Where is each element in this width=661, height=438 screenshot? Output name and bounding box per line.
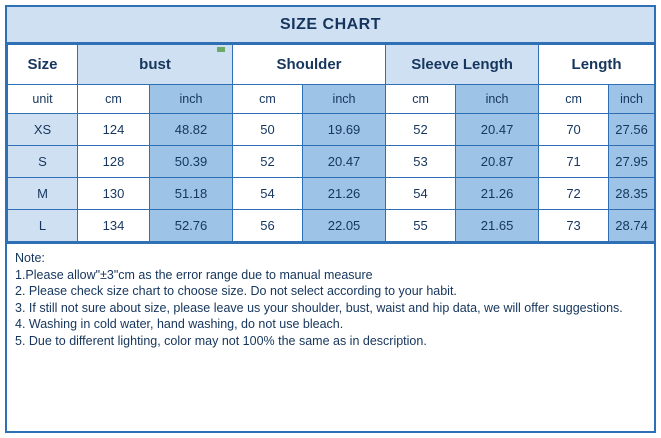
note-line: 1.Please allow"±3"cm as the error range due to manual measure xyxy=(15,267,373,282)
note-line: 5. Due to different lighting, color may not 100% the same as in description. xyxy=(15,333,427,348)
unit-bust-inch: inch xyxy=(150,85,233,114)
cell-bust-inch: 52.76 xyxy=(150,210,233,242)
cell-bust-inch: 50.39 xyxy=(150,146,233,178)
cell-shoulder-cm: 52 xyxy=(233,146,303,178)
cell-shoulder-inch: 20.47 xyxy=(303,146,386,178)
cell-length-inch: 28.74 xyxy=(609,210,655,242)
table-unit-row xyxy=(8,85,655,114)
cell-size: M xyxy=(8,178,78,210)
cell-bust-cm: 134 xyxy=(78,210,150,242)
cell-length-cm: 72 xyxy=(539,178,609,210)
unit-bust-cm: cm xyxy=(78,85,150,114)
table-row xyxy=(8,178,655,210)
cell-length-inch: 27.95 xyxy=(609,146,655,178)
group-header-sleeve-length: Sleeve Length xyxy=(386,45,539,85)
table-row xyxy=(8,114,655,146)
size-table xyxy=(7,44,655,242)
cell-sleeve-cm: 55 xyxy=(386,210,456,242)
cell-size: XS xyxy=(8,114,78,146)
cell-shoulder-inch: 19.69 xyxy=(303,114,386,146)
page-title: SIZE CHART xyxy=(280,15,381,33)
cell-length-inch: 28.35 xyxy=(609,178,655,210)
unit-length-inch: inch xyxy=(609,85,655,114)
cell-shoulder-inch: 22.05 xyxy=(303,210,386,242)
group-header-length: Length xyxy=(539,45,655,85)
group-header-shoulder: Shoulder xyxy=(233,45,386,85)
chart-title-bar xyxy=(7,7,654,44)
unit-shoulder-inch: inch xyxy=(303,85,386,114)
note-line: 2. Please check size chart to choose size. Do not select according to your habit. xyxy=(15,284,457,298)
unit-shoulder-cm: cm xyxy=(233,85,303,114)
cell-shoulder-cm: 56 xyxy=(233,210,303,242)
cell-bust-inch: 51.18 xyxy=(150,178,233,210)
notes-section xyxy=(7,242,654,353)
cell-shoulder-cm: 50 xyxy=(233,114,303,146)
cell-sleeve-cm: 54 xyxy=(386,178,456,210)
table-group-header-row xyxy=(8,45,655,85)
group-header-size: Size xyxy=(8,45,78,85)
cell-bust-cm: 130 xyxy=(78,178,150,210)
cell-sleeve-inch: 21.65 xyxy=(456,210,539,242)
unit-length-cm: cm xyxy=(539,85,609,114)
cell-length-inch: 27.56 xyxy=(609,114,655,146)
cell-bust-cm: 124 xyxy=(78,114,150,146)
decorative-mark xyxy=(217,47,225,52)
cell-length-cm: 73 xyxy=(539,210,609,242)
table-row xyxy=(8,146,655,178)
cell-length-cm: 70 xyxy=(539,114,609,146)
table-row xyxy=(8,210,655,242)
cell-size: S xyxy=(8,146,78,178)
note-line: 4. Washing in cold water, hand washing, do not use bleach. xyxy=(15,317,344,331)
size-chart-frame xyxy=(5,5,656,433)
note-line: 3. If still not sure about size, please leave us your shoulder, bust, waist and hip data, we will offer suggestions. xyxy=(15,300,623,315)
cell-shoulder-inch: 21.26 xyxy=(303,178,386,210)
unit-label: unit xyxy=(8,85,78,114)
cell-sleeve-inch: 20.47 xyxy=(456,114,539,146)
unit-sleeve-cm: cm xyxy=(386,85,456,114)
cell-size: L xyxy=(8,210,78,242)
cell-sleeve-cm: 53 xyxy=(386,146,456,178)
unit-sleeve-inch: inch xyxy=(456,85,539,114)
cell-shoulder-cm: 54 xyxy=(233,178,303,210)
cell-bust-cm: 128 xyxy=(78,146,150,178)
cell-sleeve-inch: 20.87 xyxy=(456,146,539,178)
cell-bust-inch: 48.82 xyxy=(150,114,233,146)
cell-sleeve-cm: 52 xyxy=(386,114,456,146)
group-header-bust: bust xyxy=(78,45,233,85)
cell-length-cm: 71 xyxy=(539,146,609,178)
cell-sleeve-inch: 21.26 xyxy=(456,178,539,210)
notes-heading: Note: xyxy=(15,251,45,265)
